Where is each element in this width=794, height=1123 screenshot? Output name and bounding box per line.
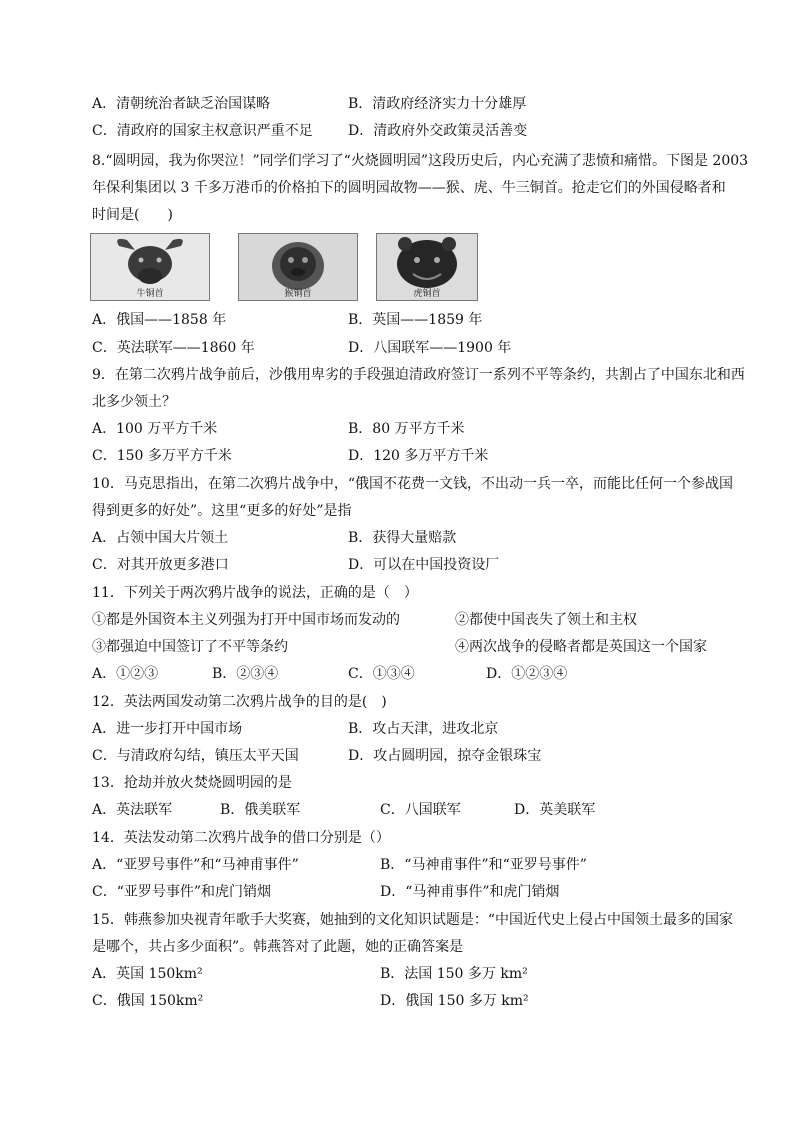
q15-option-d: D．俄国 150 多万 km² [380,993,529,1009]
q15-option-a: A．英国 150km² [92,966,203,982]
q12-option-b: B．攻占天津，进攻北京 [348,721,499,737]
q14-option-a: A．“亚罗号事件”和“马神甫事件” [92,857,299,873]
q7-option-c: C．清政府的国家主权意识严重不足 [92,123,313,139]
q10-stem-line-2: 得到更多的好处”。这里“更多的好处”是指 [92,503,352,519]
q9-option-a: A．100 万平方千米 [92,421,218,437]
q10-option-c: C．对其开放更多港口 [92,557,229,573]
bronze-heads-figure [90,233,490,303]
q10-stem-line-1: 10．马克思指出，在第二次鸦片战争中，“俄国不花费一文钱，不出动一兵一卒，而能比任何一个参战国 [92,476,733,492]
q12-option-c: C．与清政府勾结，镇压太平天国 [92,748,299,764]
q12-option-d: D．攻占圆明园，掠夺金银珠宝 [348,748,542,764]
q9-option-d: D．120 多万平方千米 [348,448,489,464]
q9-option-c: C．150 多万平方千米 [92,448,232,464]
q7-option-d: D．清政府外交政策灵活善变 [348,123,528,139]
q8-option-c: C．英法联军——1860 年 [92,340,255,356]
q15-option-c: C．俄国 150km² [92,993,204,1009]
q11-item-4: ④两次战争的侵略者都是英国这一个国家 [455,639,707,655]
q9-stem-line-1: 9．在第二次鸦片战争前后，沙俄用卑劣的手段强迫清政府签订一系列不平等条约，共割占了中国东北和西 [92,367,745,383]
q15-option-b: B．法国 150 多万 km² [380,966,528,982]
ox-head-photo [90,233,210,301]
q10-option-a: A．占领中国大片领土 [92,530,229,546]
q15-stem-line-2: 是哪个，共占多少面积”。韩燕答对了此题，她的正确答案是 [92,939,464,955]
q10-option-b: B．获得大量赔款 [348,530,457,546]
tiger-head-photo [376,233,478,301]
q8-option-d: D．八国联军——1900 年 [348,340,512,356]
q14-option-b: B．“马神甫事件”和“亚罗号事件” [380,857,587,873]
q13-option-a: A．英法联军 [92,802,173,818]
q12-stem: 12．英法两国发动第二次鸦片战争的目的是( ) [92,694,387,710]
tiger-head-caption: 虎铜首 [413,289,441,299]
q8-option-a: A．俄国——1858 年 [92,312,227,328]
q13-option-d: D．英美联军 [514,802,596,818]
ox-head-caption: 牛铜首 [136,289,164,299]
q10-option-d: D．可以在中国投资设厂 [348,557,500,573]
q11-option-d: D．①②③④ [486,666,568,682]
q13-option-b: B．俄美联军 [220,802,301,818]
q11-item-2: ②都使中国丧失了领土和主权 [455,612,637,628]
q14-option-d: D．“马神甫事件”和虎门销烟 [380,884,560,900]
q7-option-b: B．清政府经济实力十分雄厚 [348,96,527,112]
q13-stem: 13．抢劫并放火焚烧圆明园的是 [92,775,292,791]
q8-stem-line-1: 8.“圆明园，我为你哭泣！”同学们学习了“火烧圆明园”这段历史后，内心充满了悲愤和痛惜。下图是 2003 [92,153,749,169]
monkey-head-photo [238,233,358,301]
monkey-head-caption: 猴铜首 [284,289,312,299]
q9-option-b: B．80 万平方千米 [348,421,465,437]
q11-option-a: A．①②③ [92,666,159,682]
q11-option-c: C．①③④ [348,666,415,682]
q13-option-c: C．八国联军 [380,802,461,818]
q11-option-b: B．②③④ [212,666,279,682]
q14-stem: 14．英法发动第二次鸦片战争的借口分别是（） [92,830,390,846]
q11-item-1: ①都是外国资本主义列强为打开中国市场而发动的 [92,612,400,628]
q8-stem-line-2: 年保利集团以 3 千多万港币的价格拍下的圆明园故物——猴、虎、牛三铜首。抢走它们的外国侵略者和 [92,180,726,196]
q15-stem-line-1: 15．韩燕参加央视青年歌手大奖赛，她抽到的文化知识试题是：“中国近代史上侵占中国领土最多的国家 [92,912,733,928]
q7-option-a: A．清朝统治者缺乏治国谋略 [92,96,271,112]
q11-stem: 11．下列关于两次鸦片战争的说法，正确的是（ ） [92,585,418,601]
q12-option-a: A．进一步打开中国市场 [92,721,243,737]
q8-option-b: B．英国——1859 年 [348,312,483,328]
q8-stem-line-3: 时间是( ) [92,207,173,223]
q11-item-3: ③都强迫中国签订了不平等条约 [92,639,288,655]
q9-stem-line-2: 北多少领土？ [92,394,176,410]
q14-option-c: C．“亚罗号事件”和虎门销烟 [92,884,272,900]
